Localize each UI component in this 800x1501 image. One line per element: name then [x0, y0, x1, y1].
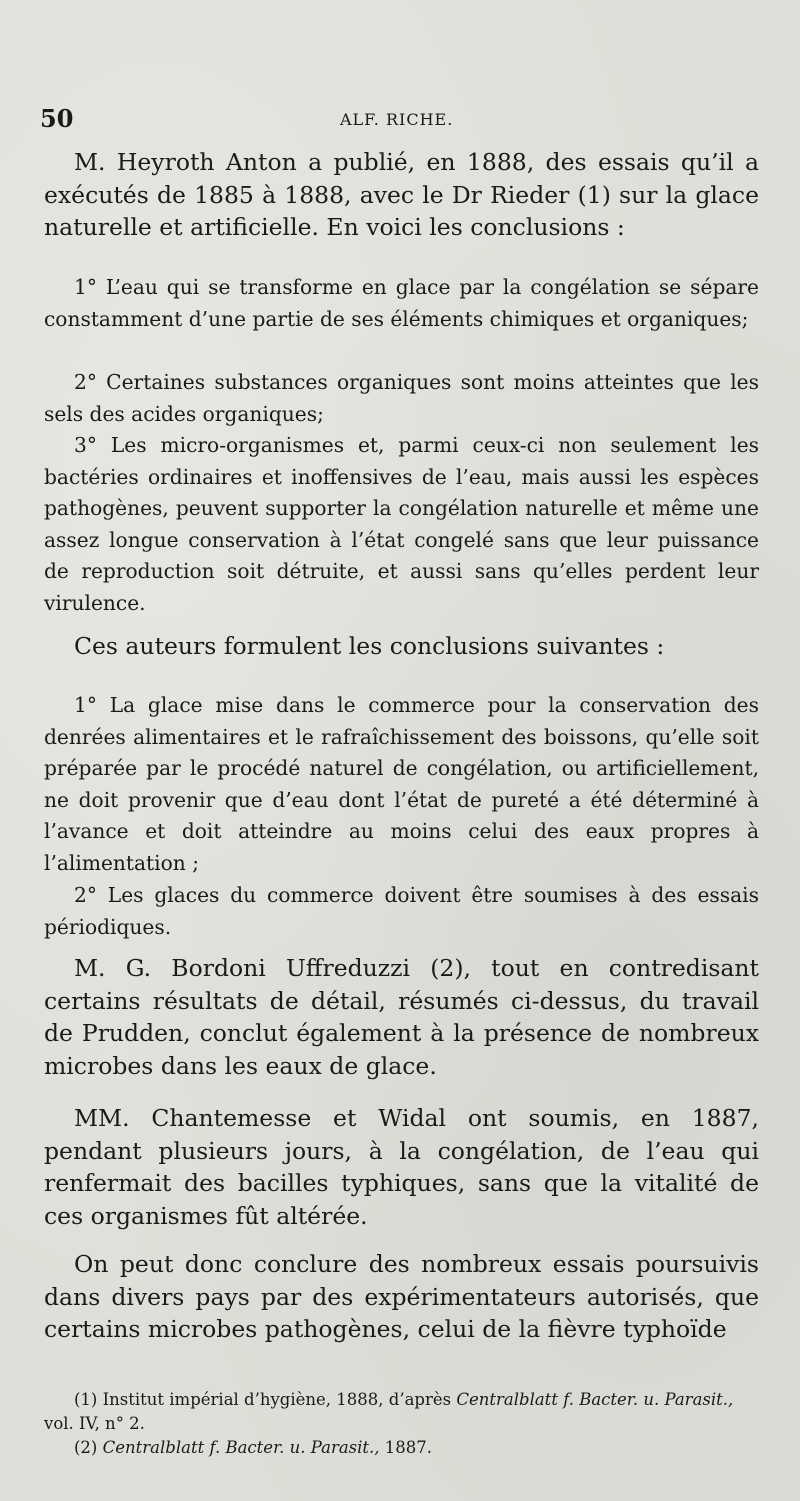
page-number: 50: [40, 104, 74, 133]
footnote-2-journal: Centralblatt f. Bacter. u. Parasit.,: [102, 1438, 380, 1457]
paragraph-auteurs: Ces auteurs formulent les conclusions suivantes :: [74, 632, 665, 660]
footnote-1: [44, 1388, 762, 1436]
footnote-1-mark: (1): [74, 1390, 98, 1409]
conclusion-glace-2: 2° Les glaces du commerce doivent être soumises à des essais périodiques.: [44, 883, 759, 939]
footnote-2: [44, 1436, 762, 1460]
footnote-1-text: Institut impérial d’hygiène, 1888, d’après: [102, 1390, 452, 1409]
conclusion-1: 1° L’eau qui se transforme en glace par la congélation se sépare constamment d’une partie de ses éléments chimiques et organiques;: [44, 275, 759, 331]
conclusion-3: 3° Les micro-organismes et, parmi ceux-ci non seulement les bactéries ordinaires et inoffensives de l’eau, mais aussi les espèces pathogènes, peuvent supporter la congélation naturelle et même une assez longue conservation à l’état congelé sans que leur puissance de reproduction soit détruite, et aussi sans qu’elles perdent leur virulence.: [44, 433, 759, 615]
page-header: [40, 104, 760, 134]
footnote-2-tail: 1887.: [384, 1438, 433, 1457]
footnote-1-journal: Centralblatt f. Bacter. u. Parasit.,: [456, 1390, 734, 1409]
footnote-2-mark: (2): [74, 1438, 98, 1457]
conclusion-glace-1: 1° La glace mise dans le commerce pour la conservation des denrées alimentaires et le rafraîchissement des boissons, qu’elle soit préparée par le procédé naturel de congélation, ou artificiellement, ne doit provenir que d’eau dont l’état de pureté a été déterminé à l’avance et doit atteindre au moins celui des eaux propres à l’alimentation ;: [44, 693, 759, 875]
paragraph-bordoni: M. G. Bordoni Uffreduzzi (2), tout en contredisant certains résultats de détail, résumés ci-dessus, du travail de Prudden, conclut également à la présence de nombreux microbes dans les eaux de glace.: [44, 954, 759, 1080]
paragraph-chantemesse: MM. Chantemesse et Widal ont soumis, en 1887, pendant plusieurs jours, à la congélation, de l’eau qui renfermait des bacilles typhiques, sans que la vitalité de ces organismes fût altérée.: [44, 1104, 759, 1230]
footnotes: [44, 1388, 762, 1460]
paragraph-conclusion: On peut donc conclure des nombreux essais poursuivis dans divers pays par des expérimentateurs autorisés, que certains microbes pathogènes, celui de la fièvre typhoïde: [44, 1250, 759, 1343]
paragraph-heyroth: M. Heyroth Anton a publié, en 1888, des essais qu’il a exécutés de 1885 à 1888, avec le Dr Rieder (1) sur la glace naturelle et artificielle. En voici les conclusions :: [44, 148, 759, 241]
footnote-1-tail: vol. IV, n° 2.: [44, 1414, 145, 1433]
running-head: ALF. RICHE.: [340, 110, 454, 129]
conclusion-2: 2° Certaines substances organiques sont moins atteintes que les sels des acides organiques;: [44, 370, 759, 426]
